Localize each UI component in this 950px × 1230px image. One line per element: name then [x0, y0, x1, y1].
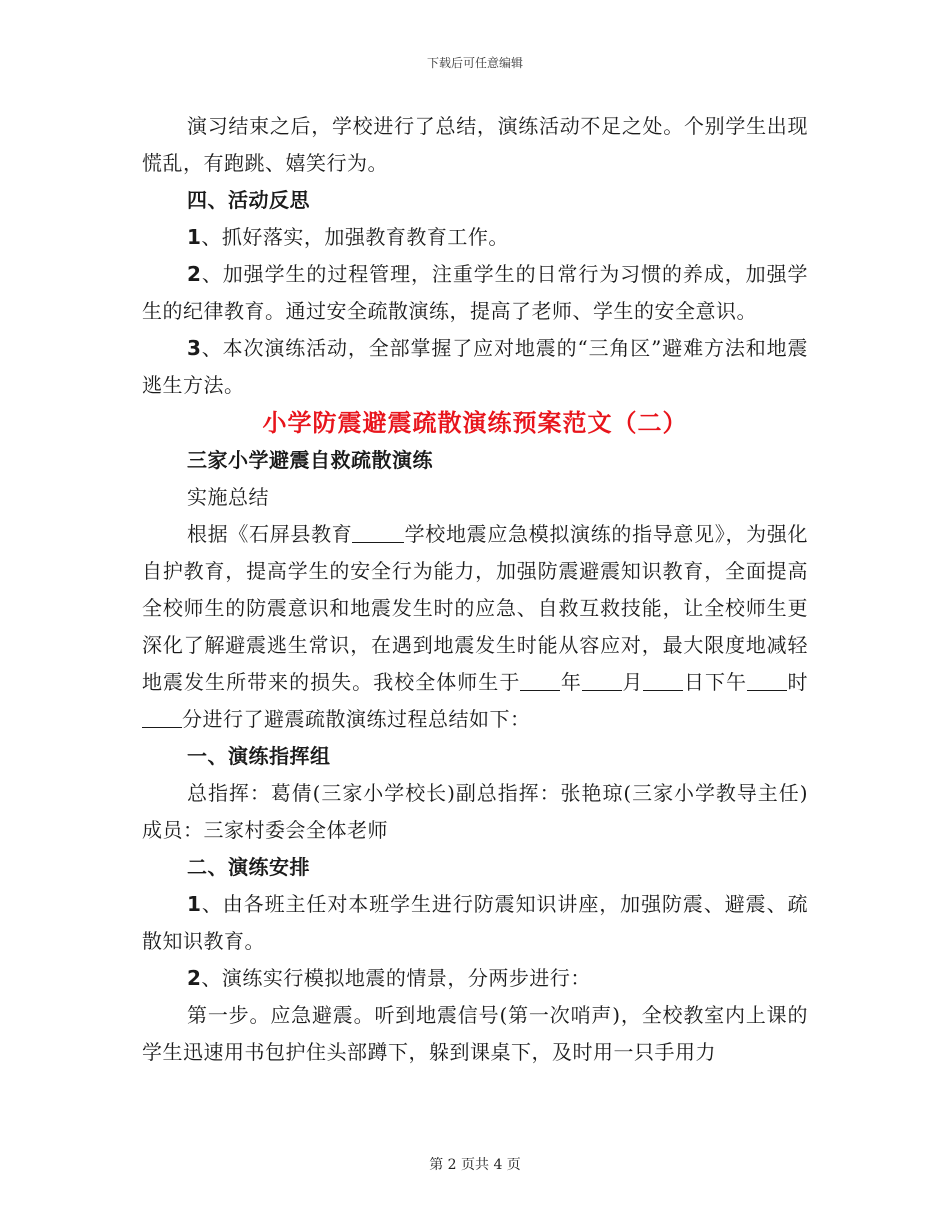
page-footer: 第 2 页共 4 页 [429, 1157, 521, 1173]
section-subtitle: 三家小学避震自救疏散演练 [187, 448, 433, 472]
section-title: 小学防震避震疏散演练预案范文（二） [262, 408, 688, 437]
paragraph-step-1: 第一步。应急避震。听到地震信号(第一次哨声)，全校教室内上课的学生迅速用书包护住头部蹲下，躲到课桌下，及时用一只手用力 [142, 1003, 808, 1064]
paragraph-reflection-1 [142, 219, 808, 256]
item-number: 3 [187, 336, 202, 360]
intro-month: 月 [621, 670, 644, 694]
header-note: 下载后可任意编辑 [426, 56, 523, 70]
paragraph-reflection-2 [142, 256, 808, 330]
blank-field [582, 670, 622, 691]
item-number: 1 [187, 892, 202, 916]
paragraph-arrangement-2 [142, 960, 808, 997]
intro-hour: 时 [787, 670, 809, 694]
heading-arrangement: 二、演练安排 [187, 855, 310, 879]
item-number: 2 [187, 262, 202, 286]
document-body [142, 108, 808, 1071]
intro-day: 日下午 [683, 670, 748, 694]
paragraph-reflection-3 [142, 330, 808, 404]
item-text: 、抓好落实，加强教育教育工作。 [201, 225, 509, 249]
summary-label: 实施总结 [187, 485, 269, 509]
intro-year: 年 [560, 670, 582, 694]
paragraph-drill-review: 演习结束之后，学校进行了总结，演练活动不足之处。个别学生出现慌乱，有跑跳、嬉笑行为。 [142, 114, 808, 175]
intro-text-b: 学校地震应急模拟演练的指导意见》，为强化自护教育，提高学生的安全行为能力，加强防震避震知识教育，全面提高全校师生的防震意识和地震发生时的应急、自救互救技能，让全校师生更深化了解避震逃生常识，在遇到地震发生时能从容应对，最大限度地减轻地震发生所带来的损失。我校全体师生于 [142, 522, 809, 694]
item-text: 、由各班主任对本班学生进行防震知识讲座，加强防震、避震、疏散知识教育。 [142, 892, 808, 953]
blank-field [643, 670, 683, 691]
item-number: 1 [187, 225, 202, 249]
item-number: 2 [187, 966, 202, 990]
heading-reflection: 四、活动反思 [187, 188, 310, 212]
intro-text-a: 根据《石屏县教育 [187, 522, 353, 546]
blank-field [520, 670, 560, 691]
intro-end: 分进行了避震疏散演练过程总结如下： [182, 707, 531, 731]
blank-field [142, 707, 182, 728]
paragraph-arrangement-1 [142, 886, 808, 960]
paragraph-intro [142, 516, 808, 738]
blank-field [352, 522, 404, 543]
heading-command-group: 一、演练指挥组 [187, 744, 331, 768]
item-text: 、演练实行模拟地震的情景，分两步进行： [201, 966, 591, 990]
item-text: 、本次演练活动，全部掌握了应对地震的“三角区”避难方法和地震逃生方法。 [142, 336, 808, 397]
blank-field [747, 670, 787, 691]
paragraph-command: 总指挥：葛倩(三家小学校长)副总指挥：张艳琼(三家小学教导主任)成员：三家村委会全体老师 [142, 781, 808, 842]
item-text: 、加强学生的过程管理，注重学生的日常行为习惯的养成，加强学生的纪律教育。通过安全疏散演练，提高了老师、学生的安全意识。 [142, 262, 808, 323]
